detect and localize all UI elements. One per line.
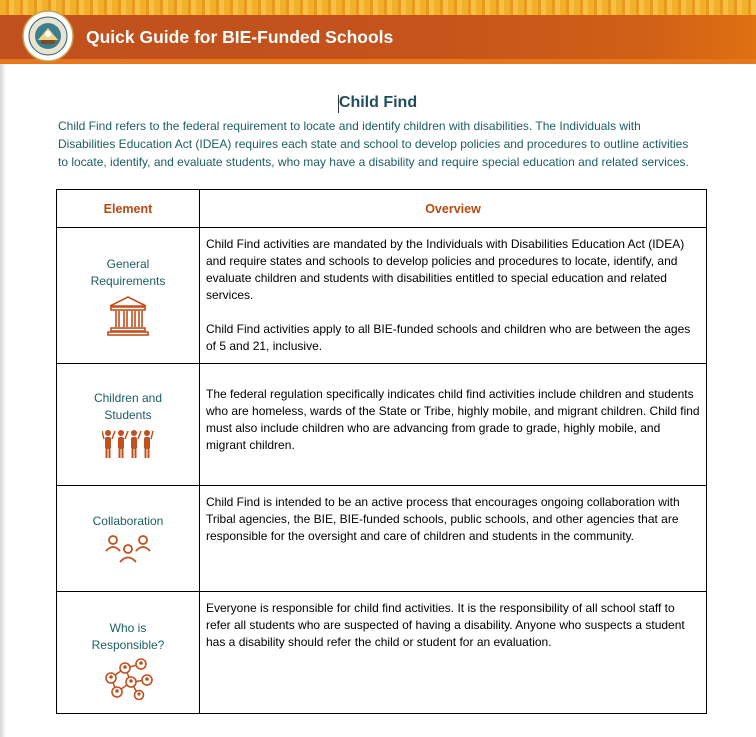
bie-seal-logo — [22, 10, 74, 62]
page-edge-shadow — [0, 64, 6, 737]
element-label: Who is Responsible? — [91, 620, 165, 652]
table-row — [57, 592, 707, 714]
header-pattern-stripe — [0, 0, 756, 15]
overview-cell — [200, 228, 707, 364]
page-header — [0, 0, 756, 64]
table-row — [57, 364, 707, 486]
students-group-icon — [102, 428, 154, 460]
child-find-table — [56, 189, 707, 714]
element-cell — [57, 228, 200, 364]
table-row — [57, 228, 707, 364]
overview-cell — [200, 486, 707, 592]
element-cell — [57, 486, 200, 592]
courthouse-icon — [106, 294, 150, 336]
overview-paragraph: Everyone is responsible for child find activities. It is the responsibility of all school staff to refer all students who are suspected of having a disability. Anyone who suspects a student has a disability should refer the child or student for an evaluation. — [206, 601, 685, 649]
overview-paragraph: The federal regulation specifically indicates child find activities include children and students who are homeless, wards of the State or Tribe, highly mobile, and migrant children. Child find must also include children who are advancing from grade to grade, highly mobile, and migrant children. — [206, 387, 700, 452]
overview-paragraph: Child Find is intended to be an active process that encourages ongoing collaboration with Tribal agencies, the BIE, BIE-funded schools, public schools, and other agencies that are responsible for the oversight and care of children and students in the community. — [206, 495, 680, 543]
document-title: Child Find — [338, 94, 418, 111]
collaboration-icon — [104, 534, 152, 564]
overview-cell — [200, 364, 707, 486]
element-label: Collaboration — [92, 514, 164, 528]
element-label: General Requirements — [90, 256, 166, 288]
header-element: Element — [57, 190, 200, 228]
overview-paragraph: Child Find activities apply to all BIE-funded schools and children who are between the ages of 5 and 21, inclusive. — [206, 322, 691, 353]
header-overview: Overview — [200, 190, 707, 228]
table-header-row — [57, 190, 707, 228]
overview-paragraph: Child Find activities are mandated by the Individuals with Disabilities Education Act (IDEA) and require states and schools to develop policies and procedures to locate, identify, and evaluate children and students with disabilities entitled to special education and related services. — [206, 237, 685, 302]
overview-cell — [200, 592, 707, 714]
header-title: Quick Guide for BIE-Funded Schools — [86, 27, 394, 47]
table-row — [57, 486, 707, 592]
header-bar-accent — [0, 59, 756, 64]
intro-paragraph: Child Find refers to the federal requirement to locate and identify children with disabilities. The Individuals with Disabilities Education Act (IDEA) requires each state and school to develop policies and procedures to outline activities to locate, identify, and evaluate students, who may have a disability and require special education and related services. — [58, 119, 689, 169]
element-cell — [57, 592, 200, 714]
network-people-icon — [103, 658, 153, 700]
element-cell — [57, 364, 200, 486]
element-label: Children and Students — [93, 390, 163, 422]
